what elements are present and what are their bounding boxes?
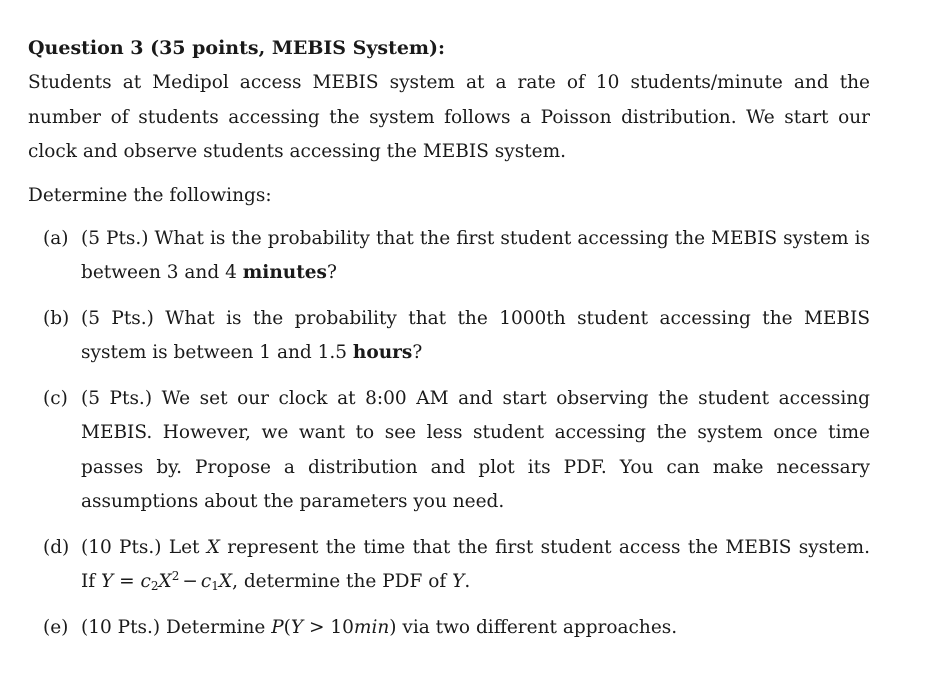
- part-e-p: P: [271, 616, 284, 638]
- part-e-unit: min: [353, 616, 390, 638]
- part-a-text: (5 Pts.) What is the probability that the first student accessing the MEBIS system is between 3 and 4: [81, 227, 870, 283]
- part-e-label: (e): [43, 616, 69, 638]
- part-d-c2-sub: 2: [150, 579, 159, 593]
- part-d: [28, 531, 870, 600]
- part-d-text-3: , determine the PDF of: [232, 571, 453, 592]
- part-d-var-y2: Y: [452, 571, 465, 592]
- question-title: Question 3 (35 points, MEBIS System):: [28, 37, 446, 59]
- part-c-text: (5 Pts.) We set our clock at 8:00 AM and start observing the student accessing MEBIS. However, we want to see less student accessing the system once time passes by. Propose a distribution and plot its PDF. You can make necessary assumptions about the parameters you need.: [81, 387, 870, 512]
- part-d-eq: =: [113, 571, 141, 592]
- part-b-bold: hours: [352, 342, 413, 363]
- part-d-text-1: (10 Pts.) Let: [81, 536, 207, 558]
- part-d-c2: c: [140, 571, 151, 592]
- part-d-c1: c: [200, 571, 212, 592]
- part-d-c1-sub: 1: [211, 579, 219, 593]
- part-a-end: ?: [326, 262, 337, 283]
- part-e-var-y: Y: [290, 616, 304, 638]
- part-e-val: 10: [330, 616, 354, 638]
- part-e-text-2: via two different approaches.: [396, 616, 678, 638]
- part-d-label: (d): [43, 536, 70, 558]
- part-d-x-sq: X: [158, 571, 172, 592]
- part-e-open: (: [283, 616, 291, 638]
- part-d-sq: 2: [171, 569, 180, 583]
- part-c-label: (c): [43, 387, 68, 409]
- question-lead: Determine the followings:: [28, 184, 272, 206]
- part-d-x-lin: X: [218, 571, 233, 592]
- part-d-var-y: Y: [101, 571, 114, 592]
- part-a-label: (a): [43, 227, 69, 249]
- part-d-text-4: .: [464, 571, 471, 592]
- part-e-close: ): [389, 616, 397, 638]
- part-e-gt: >: [303, 616, 331, 638]
- part-a: [28, 222, 870, 291]
- part-b-label: (b): [43, 307, 70, 329]
- question-page: [28, 34, 870, 656]
- part-b-end: ?: [412, 342, 423, 363]
- part-b: [28, 302, 870, 371]
- part-a-bold: minutes: [242, 262, 327, 283]
- part-e: [28, 611, 870, 646]
- part-e-text-1: (10 Pts.) Determine: [81, 616, 272, 638]
- question-intro: Students at Medipol access MEBIS system at a rate of 10 students/minute and the number of students accessing the system follows a Poisson distribution. We start our clock and observe students accessing the MEBIS system.: [28, 72, 870, 162]
- part-d-minus: −: [182, 571, 198, 592]
- part-c: [28, 382, 870, 520]
- part-b-text: (5 Pts.) What is the probability that the 1000th student accessing the MEBIS system is between 1 and 1.5: [81, 307, 870, 363]
- part-d-var-x: X: [206, 536, 220, 558]
- part-d-text-2: represent the time that the first student access the MEBIS system. If: [81, 536, 870, 592]
